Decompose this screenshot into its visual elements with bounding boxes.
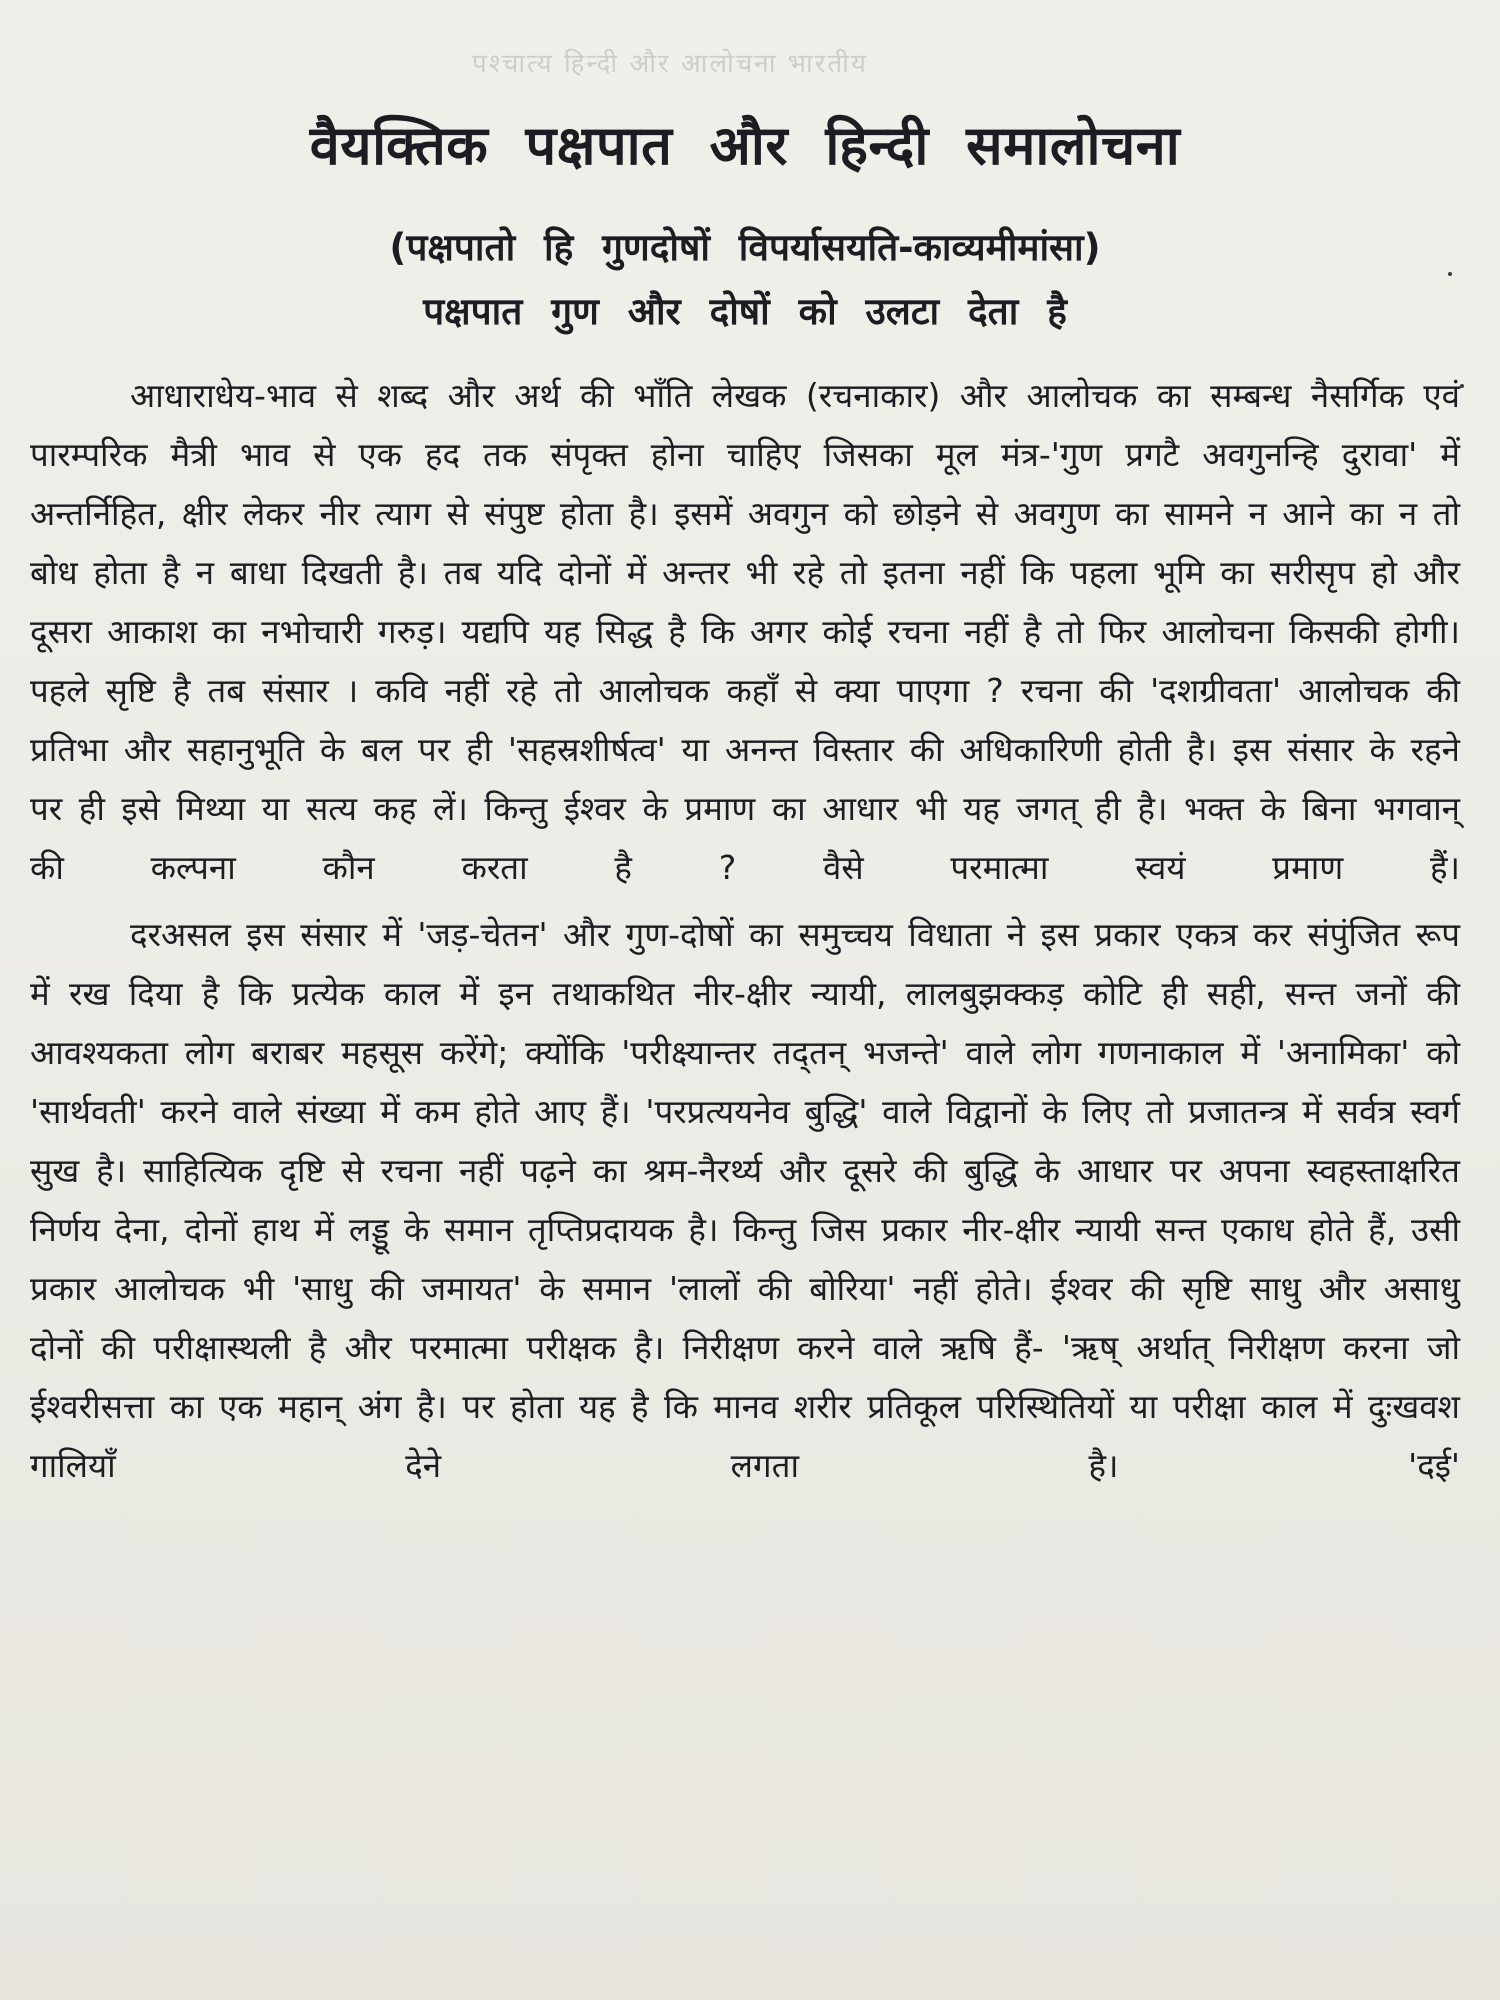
print-speck (1460, 384, 1464, 388)
chapter-title: वैयक्तिक पक्षपात और हिन्दी समालोचना (309, 114, 1181, 177)
chapter-epigraph: (पक्षपातो हि गुणदोषों विपर्यासयति-काव्यमीमांसा) (389, 226, 1101, 269)
epigraph-translation: पक्षपात गुण और दोषों को उलटा देता है (423, 290, 1067, 333)
body-paragraph-1: आधाराधेय-भाव से शब्द और अर्थ की भाँति लेखक (रचनाकार) और आलोचक का सम्बन्ध नैसर्गिक एवं पारम्परिक मैत्री भाव से एक हद तक संपृक्त होना चाहिए जिसका मूल मंत्र-'गुण प्रगटै अवगुनन्हि दुरावा' में अन्तर्निहित, क्षीर लेकर नीर त्याग से संपुष्ट होता है। इसमें अवगुन को छोड़ने से अवगुण का सामने न आने का न तो बोध होता है न बाधा दिखती है। तब यदि दोनों में अन्तर भी रहे तो इतना नहीं कि पहला भूमि का सरीसृप हो और दूसरा आकाश का नभोचारी गरुड़। यद्यपि यह सिद्ध है कि अगर कोई रचना नहीं है तो फिर आलोचना किसकी होगी। पहले सृष्टि है तब संसार । कवि नहीं रहे तो आलोचक कहाँ से क्या पाएगा ? रचना की 'दशग्रीवता' आलोचक की प्रतिभा और सहानुभूति के बल पर ही 'सहस्रशीर्षत्व' या अनन्त विस्तार की अधिकारिणी होती है। इस संसार के रहने पर ही इसे मिथ्या या सत्य कह लें। किन्तु ईश्वर के प्रमाण का आधार भी यह जगत् ही है। भक्त के बिना भगवान् की कल्पना कौन करता है ? वैसे परमात्मा स्वयं प्रमाण हैं। (30, 376, 1460, 887)
bleed-through-header: पश्चात्य हिन्दी और आलोचना भारतीय (472, 49, 868, 79)
print-speck (1448, 272, 1452, 276)
body-paragraph-2: दरअसल इस संसार में 'जड़-चेतन' और गुण-दोषों का समुच्चय विधाता ने इस प्रकार एकत्र कर संपुंजित रूप में रख दिया है कि प्रत्येक काल में इन तथाकथित नीर-क्षीर न्यायी, लालबुझक्कड़ कोटि ही सही, सन्त जनों की आवश्यकता लोग बराबर महसूस करेंगे; क्योंकि 'परीक्ष्यान्तर तद्तन् भजन्ते' वाले लोग गणनाकाल में 'अनामिका' को 'सार्थवती' करने वाले संख्या में कम होते आए हैं। 'परप्रत्ययनेव बुद्धि' वाले विद्वानों के लिए तो प्रजातन्त्र में सर्वत्र स्वर्ग सुख है। साहित्यिक दृष्टि से रचना नहीं पढ़ने का श्रम-नैरर्थ्य और दूसरे की बुद्धि के आधार पर अपना स्वहस्ताक्षरित निर्णय देना, दोनों हाथ में लड्डू के समान तृप्तिप्रदायक है। किन्तु जिस प्रकार नीर-क्षीर न्यायी सन्त एकाध होते हैं, उसी प्रकार आलोचक भी 'साधु की जमायत' के समान 'लालों की बोरिया' नहीं होते। ईश्वर की सृष्टि साधु और असाधु दोनों की परीक्षास्थली है और परमात्मा परीक्षक है। निरीक्षण करने वाले ऋषि हैं- 'ऋष् अर्थात् निरीक्षण करना जो ईश्वरीसत्ता का एक महान् अंग है। पर होता यह है कि मानव शरीर प्रतिकूल परिस्थितियों या परीक्षा काल में दुःखवश गालियाँ देने लगता है। 'दई' (30, 915, 1460, 1485)
